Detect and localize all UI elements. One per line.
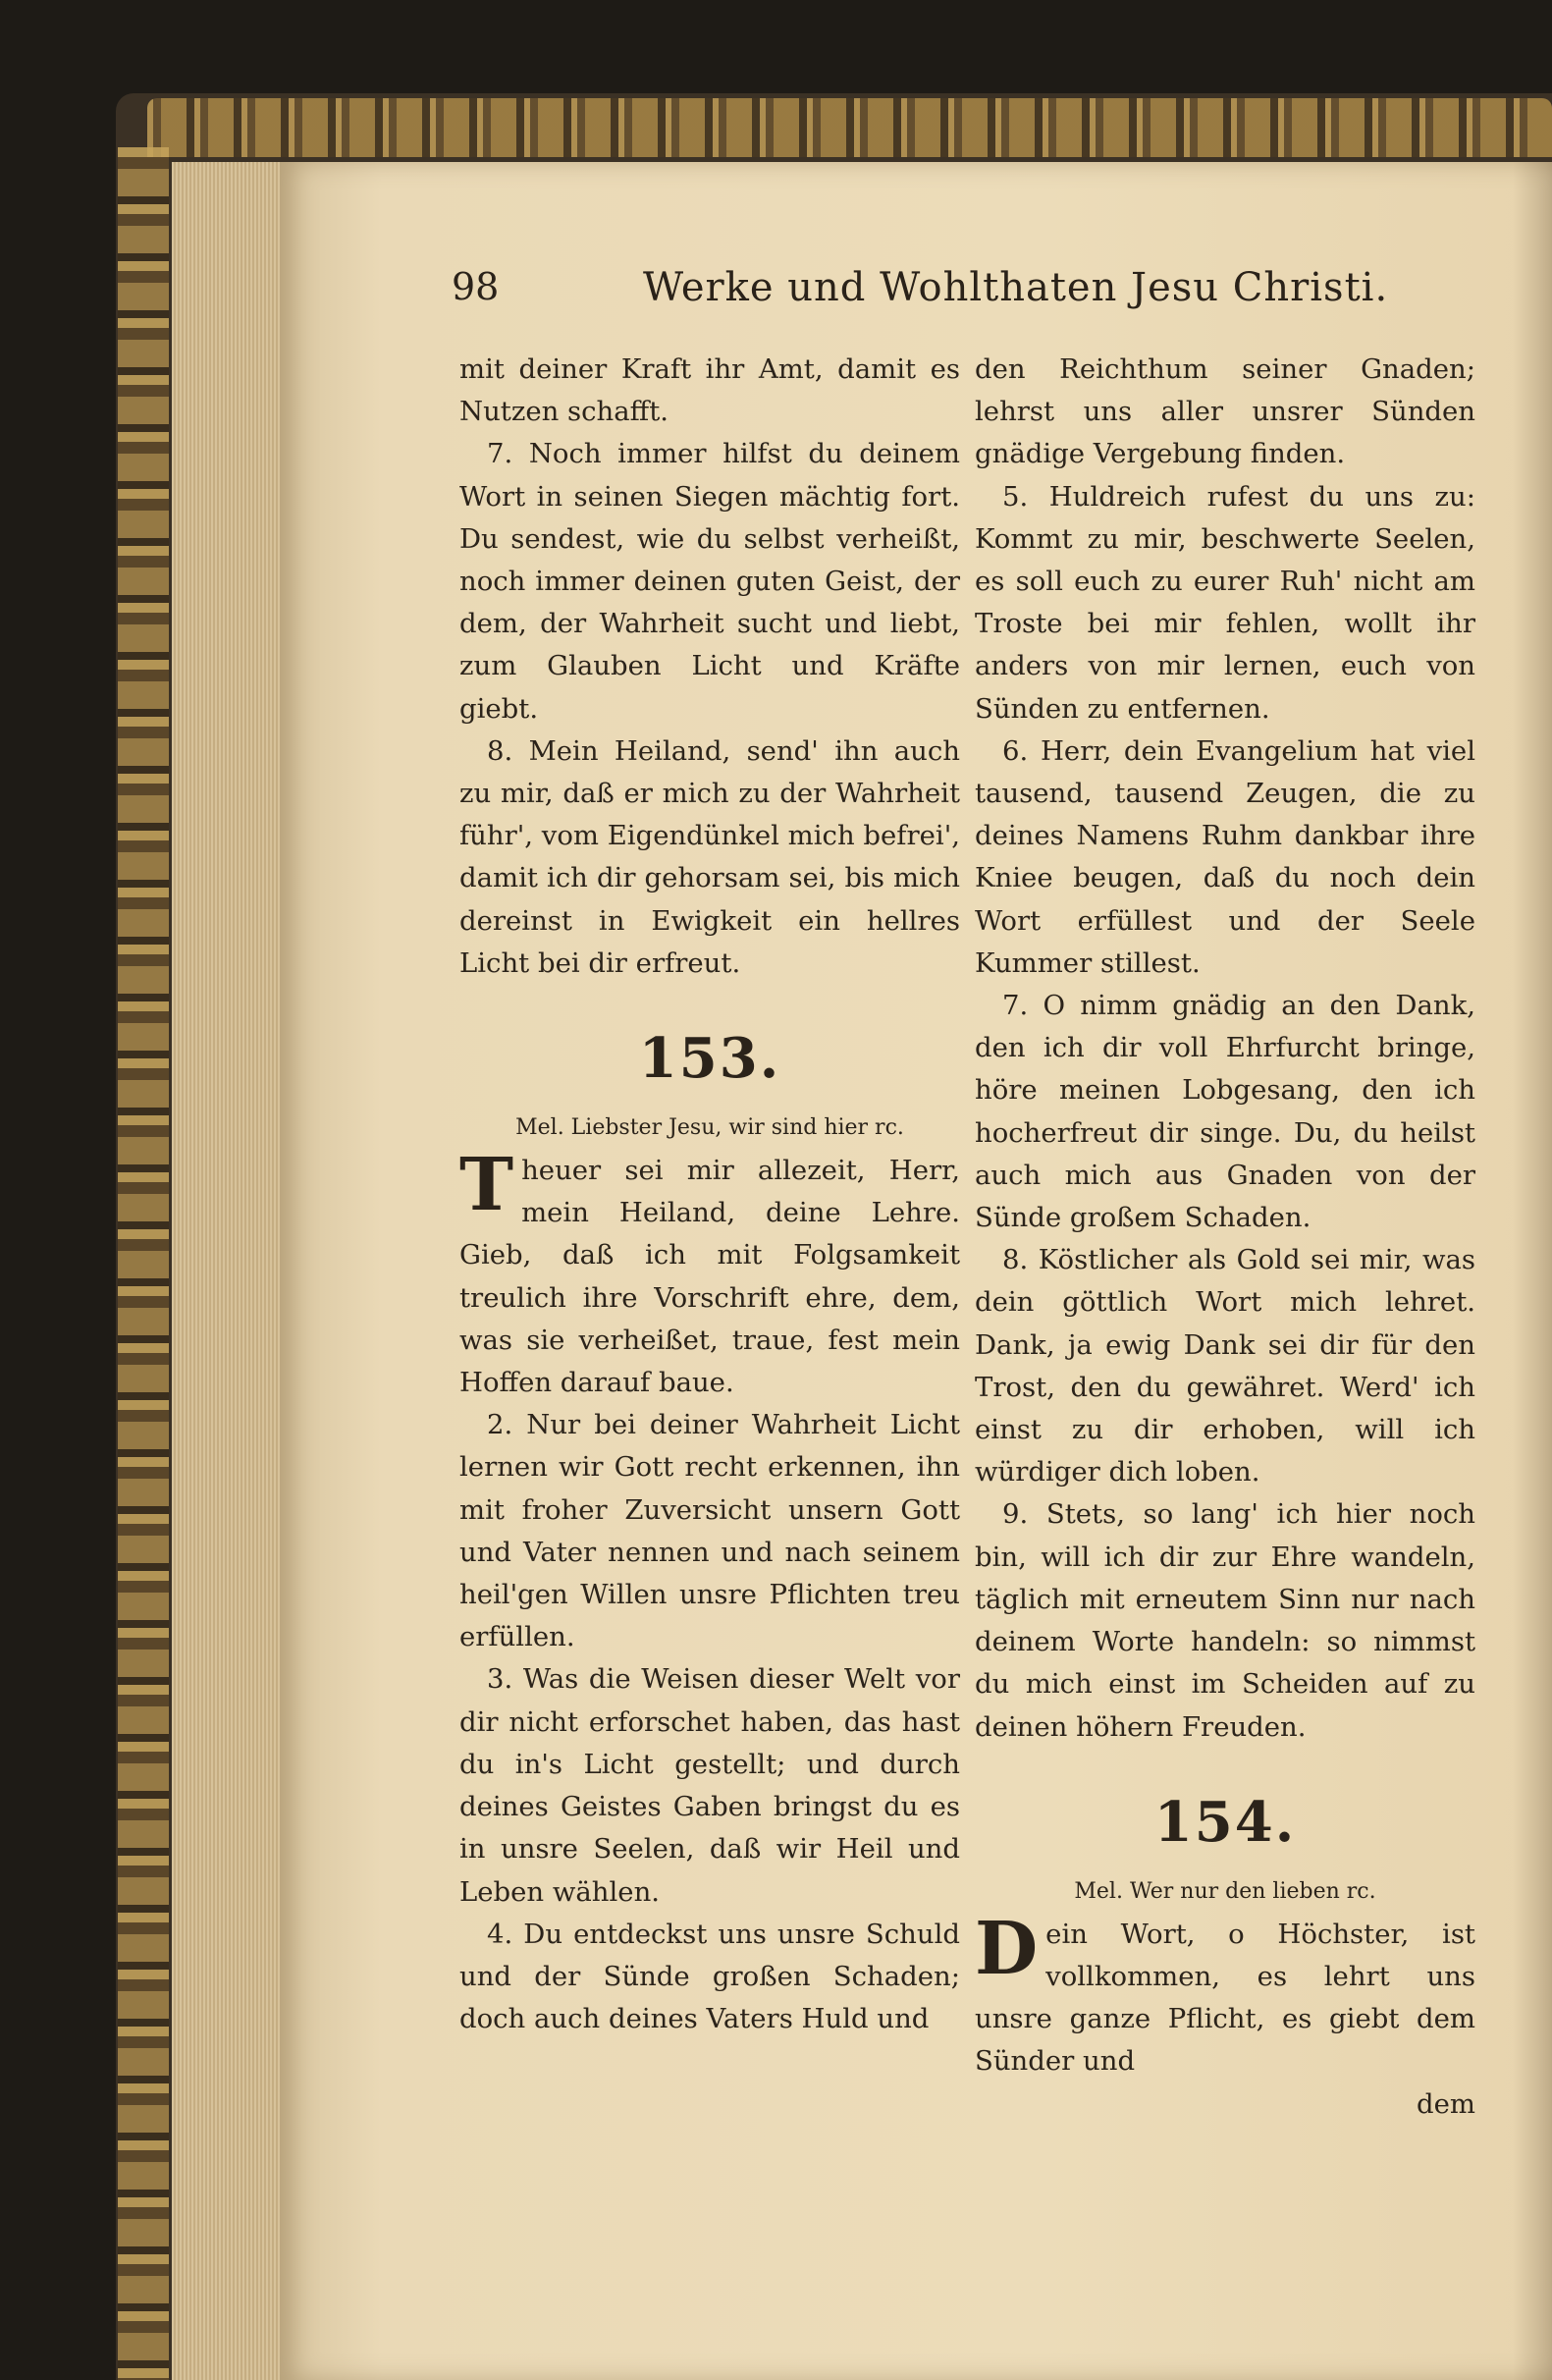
right-column — [975, 349, 1475, 2126]
paragraph: mit deiner Kraft ihr Amt, damit es Nutzen schafft. — [459, 353, 960, 428]
stanza: 7. O nimm gnädig an den Dank, den ich dir voll Ehrfurcht bringe, höre meinen Lobgesang, den ich hocherfreut dir singe. Du, du heilst auch mich aus Gnaden von der Sünde großem Schaden. — [975, 990, 1475, 1234]
drop-cap: T — [459, 1143, 514, 1228]
stanza: 5. Huldreich rufest du uns zu: Kommt zu mir, beschwerte Seelen, es soll euch zu eurer Ruh' nicht am Troste bei mir fehlen, wollt ihr anders von mir lernen, euch von Sünden zu entfernen. — [975, 480, 1475, 725]
stanza: 4. Du entdeckst uns unsre Schuld und der Sünde großen Schaden; doch auch deines Vaters Huld und — [459, 1918, 960, 2035]
page-header — [452, 265, 1492, 324]
hymn-number: 154. — [1153, 1789, 1297, 1855]
melody-line: Mel. Wer nur den lieben rc. — [1074, 1878, 1376, 1904]
page-edges — [172, 162, 280, 2380]
hymn-number: 153. — [638, 1026, 781, 1092]
page-number: 98 — [452, 265, 500, 308]
stanza: 8. Köstlicher als Gold sei mir, was dein göttlich Wort mich lehret. Dank, ja ewig Dank sei dir für den Trost, den du gewähret. Werd' ich einst zu dir erhoben, will ich würdiger dich loben. — [975, 1244, 1475, 1488]
first-stanza — [459, 1143, 960, 1404]
stanza: 7. Noch immer hilfst du deinem Wort in seinen Siegen mächtig fort. Du sendest, wie du selbst verheißt, noch immer deinen guten Geist, der dem, der Wahrheit sucht und liebt, zum Glauben Licht und Kräfte giebt. — [459, 438, 960, 725]
page-shadow — [1513, 162, 1552, 2380]
stanza: 2. Nur bei deiner Wahrheit Licht lernen wir Gott recht erkennen, ihn mit froher Zuversicht unsern Gott und Vater nennen und nach seinem heil'gen Willen unsre Pflichten treu erfüllen. — [459, 1409, 960, 1653]
stanza: 3. Was die Weisen dieser Welt vor dir nicht erforschet haben, das hast du in's Licht gestellt; und durch deines Geistes Gaben bringst du es in unsre Seelen, daß wir Heil und Leben wählen. — [459, 1663, 960, 1908]
gilt-spine-ornament — [118, 147, 169, 2380]
drop-cap: D — [975, 1906, 1039, 1991]
first-stanza-text: ein Wort, o Höchster, ist vollkommen, es lehrt uns unsre ganze Pflicht, es giebt dem Sünder und — [975, 1918, 1475, 2078]
stanza: 9. Stets, so lang' ich hier noch bin, will ich dir zur Ehre wandeln, täglich mit erneutem Sinn nur nach deinem Worte handeln: so nimmst du mich einst im Scheiden auf zu deinen höhern Freuden. — [975, 1498, 1475, 1743]
running-title: Werke und Wohlthaten Jesu Christi. — [643, 265, 1389, 310]
stanza: 6. Herr, dein Evangelium hat viel tausend, tausend Zeugen, die zu deines Namens Ruhm dankbar ihre Kniee beugen, daß du noch dein Wort erfüllest und der Seele Kummer stillest. — [975, 734, 1475, 979]
gilt-page-edge-top — [147, 98, 1552, 157]
paragraph: den Reichthum seiner Gnaden; lehrst uns aller unsrer Sünden gnädige Vergebung finden. — [975, 353, 1475, 470]
melody-line: Mel. Liebster Jesu, wir sind hier rc. — [515, 1115, 904, 1141]
first-stanza-text: heuer sei mir allezeit, Herr, mein Heiland, deine Lehre. Gieb, daß ich mit Folgsamkeit treulich ihre Vorschrift ehre, dem, was sie verheißet, traue, fest mein Hoffen darauf baue. — [459, 1155, 960, 1399]
left-column — [459, 349, 960, 2040]
stanza: 8. Mein Heiland, send' ihn auch zu mir, daß er mich zu der Wahrheit führ', vom Eigendünkel mich befrei', damit ich dir gehorsam sei, bis mich dereinst in Ewigkeit ein hellres Licht bei dir erfreut. — [459, 734, 960, 979]
first-stanza — [975, 1906, 1475, 2083]
catchword: dem — [1417, 2087, 1475, 2120]
